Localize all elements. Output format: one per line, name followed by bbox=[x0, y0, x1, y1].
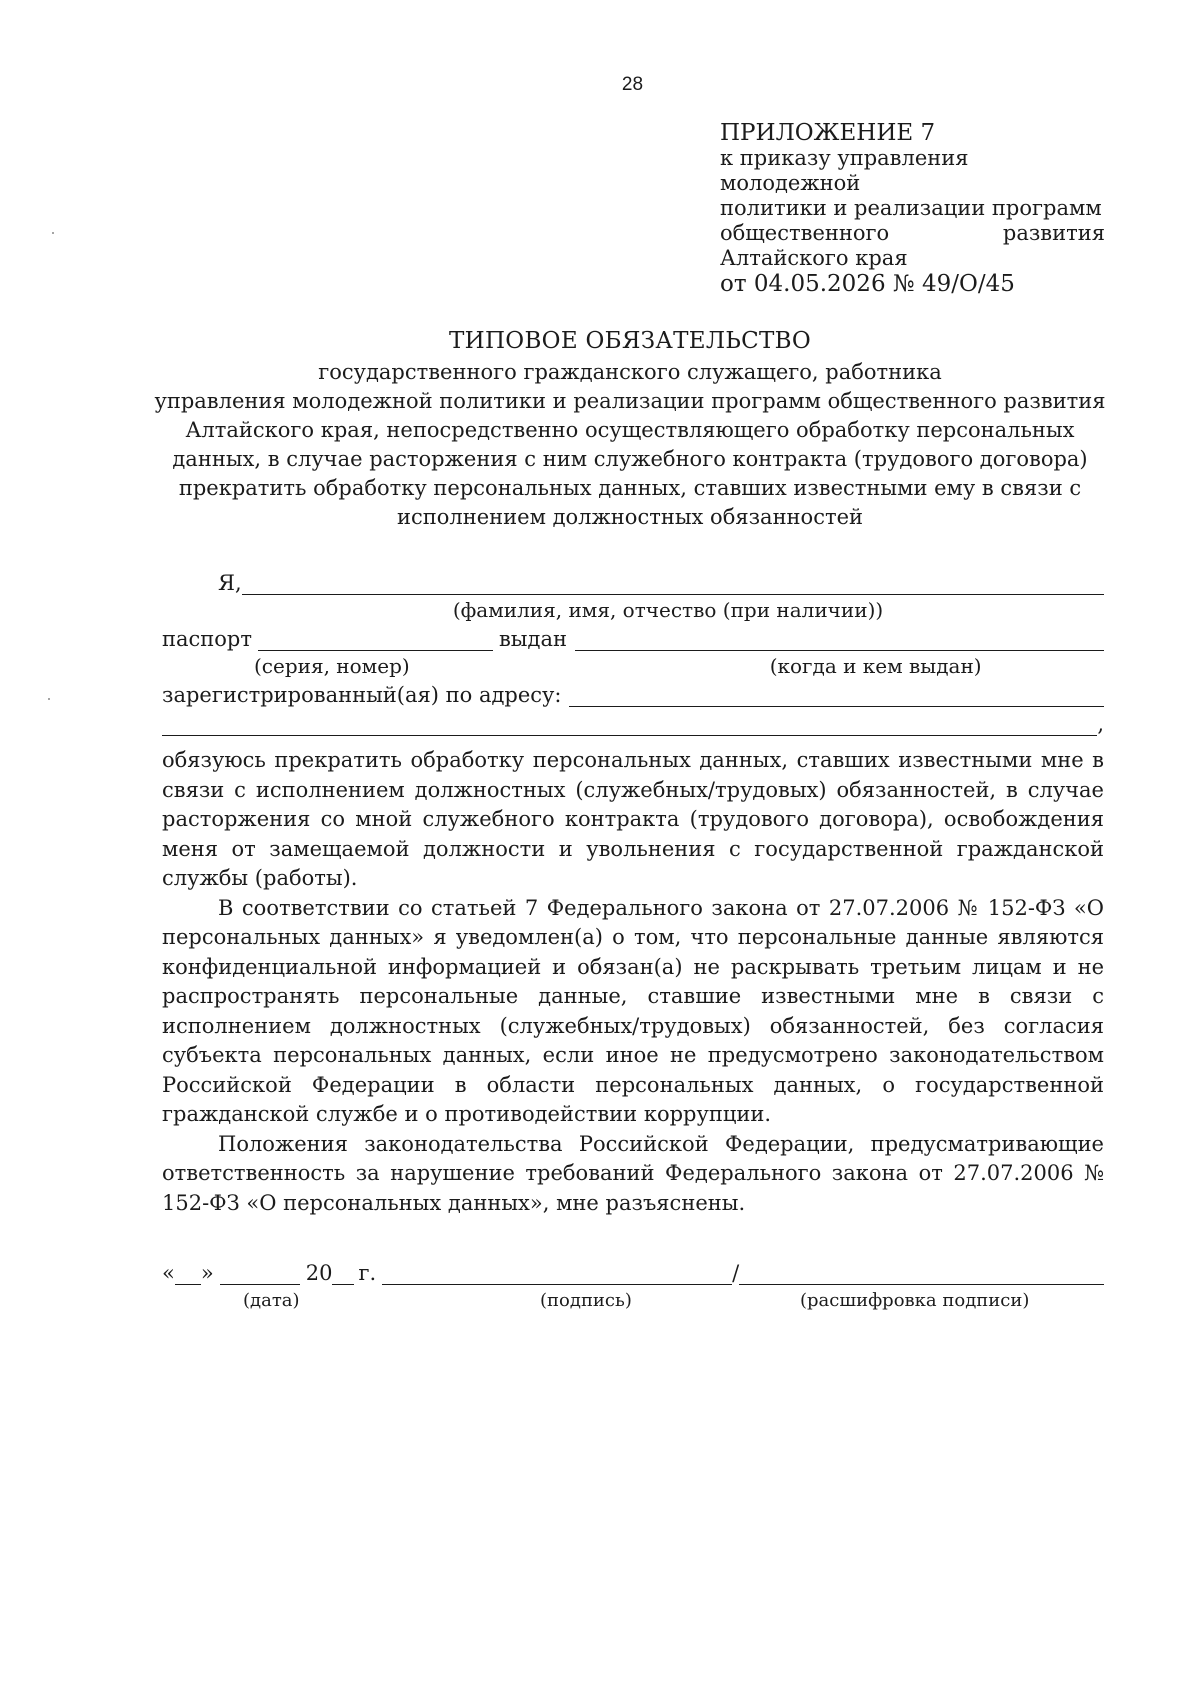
appendix-line: Алтайского края bbox=[720, 246, 908, 270]
passport-issued-field[interactable] bbox=[575, 628, 1104, 651]
document-subtitle-line: исполнением должностных обязанностей bbox=[396, 505, 864, 529]
passport-hint-row bbox=[162, 651, 1104, 678]
body-paragraph-responsibility: Положения законодательства Российской Федерации, предусматривающие ответственность за нарушение требований Федерального закона от 27.07.2006 № 152-ФЗ «О персональных данных», мне разъяснены. bbox=[162, 1131, 1104, 1215]
signature-slash: / bbox=[732, 1261, 740, 1285]
scan-speck bbox=[52, 232, 54, 234]
appendix-line: к приказу управления молодежной bbox=[720, 146, 969, 195]
appendix-line: политики и реализации программ bbox=[720, 196, 1102, 220]
passport-row bbox=[162, 622, 1104, 651]
month-field[interactable] bbox=[220, 1262, 300, 1285]
issued-label: выдан bbox=[498, 627, 567, 651]
date-hint: (дата) bbox=[243, 1290, 300, 1311]
i-label: Я, bbox=[218, 571, 242, 595]
issued-hint: (когда и кем выдан) bbox=[769, 654, 982, 678]
appendix-line bbox=[720, 221, 1105, 246]
address-label: зарегистрированный(ая) по адресу: bbox=[162, 683, 562, 707]
day-field[interactable] bbox=[175, 1262, 201, 1285]
signature-line-row bbox=[162, 1256, 1104, 1285]
page-number: 28 bbox=[621, 74, 644, 95]
scan-speck bbox=[48, 698, 50, 700]
body-paragraph-notice: В соответствии со статьей 7 Федерального закона от 27.07.2006 № 152-ФЗ «О персональных данных» я уведомлен(а) о том, что персональные данные являются конфиденциальной информацией и обязан(а) не раскрывать третьим лицам и не распространять персональные данные, ставшие известными мне в связи с исполнением должностных (служебных/трудовых) обязанностей, без согласия субъекта персональных данных, если иное не предусмотрено законодательством Российской Федерации в области персональных данных, о государственной гражданской службе и о противодействии коррупции. bbox=[162, 895, 1104, 1126]
year-field[interactable] bbox=[332, 1262, 354, 1285]
document-body bbox=[162, 746, 1104, 1218]
document-subtitle-line: управления молодежной политики и реализации программ общественного развития bbox=[154, 389, 1106, 413]
series-hint: (серия, номер) bbox=[254, 654, 410, 678]
appendix-title: ПРИЛОЖЕНИЕ 7 bbox=[720, 120, 936, 146]
signature-row bbox=[162, 1256, 1104, 1285]
document-title-block bbox=[150, 326, 1110, 532]
sign-hint: (подпись) bbox=[540, 1290, 632, 1311]
address-comma: , bbox=[1097, 712, 1104, 736]
signature-decode-field[interactable] bbox=[739, 1262, 1104, 1285]
personal-info-form bbox=[162, 566, 1104, 736]
address-field-continued[interactable] bbox=[162, 713, 1097, 736]
address-row bbox=[162, 678, 1104, 707]
appendix-line-left: общественного bbox=[720, 221, 890, 245]
address-row-2 bbox=[162, 707, 1104, 736]
date-quote-close: » bbox=[200, 1261, 214, 1285]
fio-hint-row bbox=[162, 595, 1104, 622]
document-subtitle-line: прекратить обработку персональных данных, ставших известными ему в связи с bbox=[178, 476, 1082, 500]
fio-hint: (фамилия, имя, отчество (при наличии)) bbox=[452, 598, 884, 622]
passport-label: паспорт bbox=[162, 627, 252, 651]
decode-hint: (расшифровка подписи) bbox=[800, 1290, 1030, 1311]
date-quote-open: « bbox=[162, 1261, 175, 1285]
document-subtitle-line: Алтайского края, непосредственно осуществляющего обработку персональных bbox=[185, 418, 1075, 442]
document-subtitle-line: данных, в случае расторжения с ним служебного контракта (трудового договора) bbox=[172, 447, 1088, 471]
address-field[interactable] bbox=[569, 684, 1104, 707]
appendix-order-number: от 04.05.2026 № 49/О/45 bbox=[720, 271, 1015, 297]
fio-row bbox=[162, 566, 1104, 595]
year-prefix: 20 bbox=[305, 1261, 333, 1285]
passport-number-field[interactable] bbox=[258, 628, 493, 651]
appendix-header bbox=[720, 120, 1105, 297]
year-suffix: г. bbox=[358, 1261, 377, 1285]
document-subtitle-line: государственного гражданского служащего, работника bbox=[318, 360, 942, 384]
signature-field[interactable] bbox=[382, 1262, 732, 1285]
body-paragraph-obligation: обязуюсь прекратить обработку персональных данных, ставших известными мне в связи с исполнением должностных (служебных/трудовых) обязанностей, в случае расторжения со мной служебного контракта (трудового договора), освобождения меня от замещаемой должности и увольнения с государственной гражданской службы (работы). bbox=[162, 748, 1104, 890]
fio-field[interactable] bbox=[242, 572, 1104, 595]
appendix-line-right: развития bbox=[1002, 221, 1105, 245]
document-title: ТИПОВОЕ ОБЯЗАТЕЛЬСТВО bbox=[448, 328, 812, 354]
